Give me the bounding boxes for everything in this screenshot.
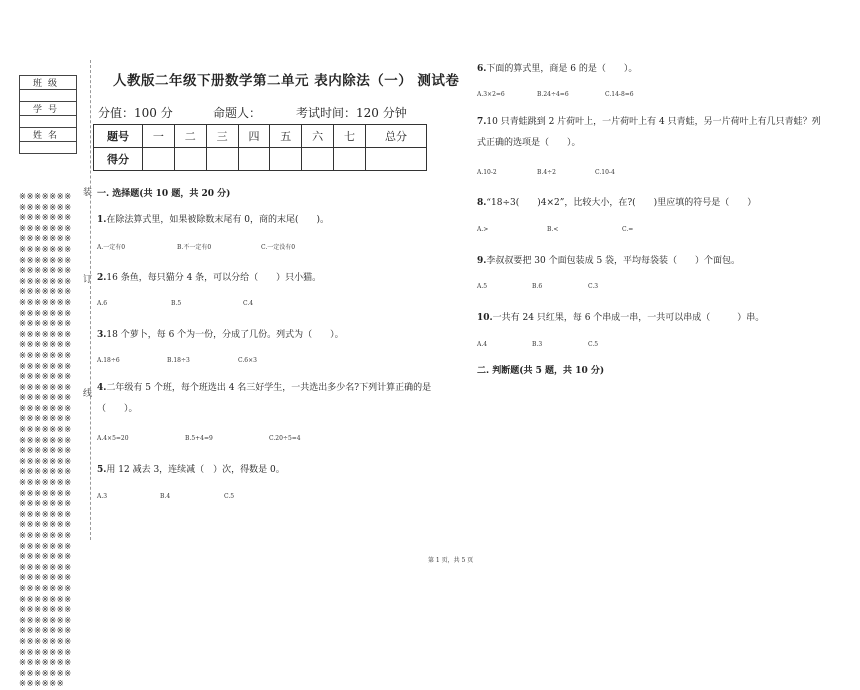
option[interactable]: A.4×5=20 xyxy=(97,435,129,442)
option[interactable]: B.< xyxy=(547,226,559,233)
name-field[interactable] xyxy=(20,142,77,154)
score-value: 分值：100 分 xyxy=(98,106,173,120)
question-number: 6. xyxy=(477,64,487,74)
option[interactable]: A.5 xyxy=(477,283,488,290)
option[interactable]: B.24÷4=6 xyxy=(537,91,569,98)
option[interactable]: B.4÷2 xyxy=(537,169,556,176)
question-number: 9. xyxy=(477,256,487,266)
exam-time: 考试时间：120 分钟 xyxy=(296,106,407,120)
option[interactable]: C.14-8=6 xyxy=(605,91,634,98)
option[interactable]: A.> xyxy=(477,226,489,233)
author-label: 命题人： xyxy=(213,106,262,120)
score-table-cell: 总分 xyxy=(365,125,426,148)
question-number: 8. xyxy=(477,198,487,208)
question xyxy=(97,212,329,225)
score-input-cell[interactable] xyxy=(365,148,426,171)
score-table-cell: 六 xyxy=(302,125,334,148)
option[interactable]: C.6×3 xyxy=(238,357,257,364)
option[interactable]: A.6 xyxy=(97,300,108,307)
question xyxy=(97,270,321,283)
page-number: 第 1 页，共 5 页 xyxy=(428,557,474,564)
score-input-cell[interactable] xyxy=(302,148,334,171)
option[interactable]: C.3 xyxy=(588,283,599,290)
score-input-cell[interactable] xyxy=(238,148,270,171)
seal-mark-ding: 订 xyxy=(83,275,93,285)
question-number: 2. xyxy=(97,273,107,283)
score-table-header-row xyxy=(94,125,427,148)
option[interactable]: B.6 xyxy=(532,283,543,290)
seal-mark-xian: 线 xyxy=(83,389,93,399)
question-text: 18 个萝卜，每 6 个为一份，分成了几份。列式为（ ）。 xyxy=(106,330,344,340)
question xyxy=(477,310,764,323)
option[interactable]: B.5 xyxy=(171,300,182,307)
score-table-cell: 四 xyxy=(238,125,270,148)
question xyxy=(477,253,740,266)
question-number: 3. xyxy=(97,330,107,340)
score-table-cell: 一 xyxy=(143,125,175,148)
option[interactable]: A.18÷6 xyxy=(97,357,120,364)
section-title: 一. 选择题(共 10 题，共 20 分) xyxy=(97,189,231,199)
option[interactable]: A.一定有0 xyxy=(97,244,126,251)
score-table-cell: 五 xyxy=(270,125,302,148)
question-text: 10 只青蛙跳到 2 片荷叶上，一片荷叶上有 4 只青蛙，另一片荷叶上有几只青蛙？列式正确的选项是（ ）。 xyxy=(477,117,821,148)
page-title: 人教版二年级下册数学第二单元 表内除法（一） 测试卷 xyxy=(113,73,460,89)
score-table-score-row xyxy=(94,148,427,171)
option[interactable]: B.5+4=9 xyxy=(185,435,213,442)
option[interactable]: C.= xyxy=(622,226,634,233)
binding-divider xyxy=(90,60,91,540)
question xyxy=(477,61,637,74)
question xyxy=(97,462,285,475)
section-title: 二. 判断题(共 5 题，共 10 分) xyxy=(477,366,605,376)
seal-mark-zhuang: 装 xyxy=(83,188,93,198)
question xyxy=(477,195,756,208)
student-id-label: 学号 xyxy=(20,102,77,116)
score-table-cell: 三 xyxy=(206,125,238,148)
class-field[interactable] xyxy=(20,90,77,102)
option[interactable]: B.3 xyxy=(532,341,543,348)
option[interactable]: C.5 xyxy=(588,341,599,348)
question-text: 用 12 减去 3，连续减（ ）次，得数是 0。 xyxy=(106,465,285,475)
option[interactable]: C.一定没有0 xyxy=(261,244,296,251)
student-info-table xyxy=(19,75,77,154)
question-text: 二年级有 5 个班，每个班选出 4 名三好学生，一共选出多少名?下列计算正确的是（ ）。 xyxy=(97,383,432,414)
question-text: “18÷3( )4×2”，比较大小，在?( )里应填的符号是（ ） xyxy=(486,198,757,208)
score-input-cell[interactable] xyxy=(206,148,238,171)
option[interactable]: A.10-2 xyxy=(477,169,497,176)
score-table-cell: 题号 xyxy=(94,125,143,148)
question xyxy=(97,378,442,420)
score-table xyxy=(93,124,427,171)
question-text: 16 条鱼，每只猫分 4 条，可以分给（ ）只小猫。 xyxy=(106,273,322,283)
score-input-cell[interactable] xyxy=(270,148,302,171)
question-text: 李叔叔要把 30 个面包装成 5 袋，平均每袋装（ ）个面包。 xyxy=(486,256,741,266)
score-table-cell: 得分 xyxy=(94,148,143,171)
question-text: 在除法算式里，如果被除数末尾有 0，商的末尾( )。 xyxy=(106,215,330,225)
seal-pattern: ※※※※※※※※※※※※※※※※※※※※※※※※※※※※※※※※※※※※※※※※※※※※※※※※※※※※※※※※※※※※※※※※※※※※※※※※※※※※※※※※※※※※※※※※※※※※※※※※※※※※※※※※※※※※※※※※※※※※※※※※※※※※※※※※※※※※※※※※※※※※※※※※※※※※※※※※※※※※※※※※※※※※※※※※※※※※※※※※※※※※※※※※※※※※※※※※※※※※※※※※※※※※※※※※※※※※※※※※※※※※※※※※※※※※※※※※※※※※※※※※※※※※※※※※※※※※※※※※※※※※※※※※※※※※※※※※※※※※※※※※※※※※※※※※※※※※※※※※※※※※※※※※※※※※※※※※※※※※※※※※※※※※※※※※ xyxy=(19,192,72,690)
question-number: 4. xyxy=(97,383,107,393)
option[interactable]: C.10-4 xyxy=(595,169,615,176)
name-label: 姓名 xyxy=(20,128,77,142)
question xyxy=(477,112,822,154)
option[interactable]: A.3×2=6 xyxy=(477,91,505,98)
score-input-cell[interactable] xyxy=(334,148,366,171)
score-input-cell[interactable] xyxy=(143,148,175,171)
score-input-cell[interactable] xyxy=(174,148,206,171)
option[interactable]: C.4 xyxy=(243,300,254,307)
option[interactable]: B.不一定有0 xyxy=(177,244,212,251)
question xyxy=(97,327,344,340)
option[interactable]: B.4 xyxy=(160,493,171,500)
class-label: 班级 xyxy=(20,76,77,90)
question-number: 5. xyxy=(97,465,107,475)
option[interactable]: B.18÷3 xyxy=(167,357,190,364)
student-id-field[interactable] xyxy=(20,116,77,128)
score-table-cell: 二 xyxy=(174,125,206,148)
score-table-cell: 七 xyxy=(334,125,366,148)
option[interactable]: A.4 xyxy=(477,341,488,348)
option[interactable]: A.3 xyxy=(97,493,108,500)
option[interactable]: C.5 xyxy=(224,493,235,500)
question-number: 10. xyxy=(477,313,493,323)
question-text: 下面的算式里，商是 6 的是（ ）。 xyxy=(486,64,638,74)
option[interactable]: C.20÷5=4 xyxy=(269,435,301,442)
question-number: 7. xyxy=(477,117,487,127)
question-text: 一共有 24 只红果，每 6 个串成一串，一共可以串成（ ）串。 xyxy=(492,313,765,323)
question-number: 1. xyxy=(97,215,107,225)
